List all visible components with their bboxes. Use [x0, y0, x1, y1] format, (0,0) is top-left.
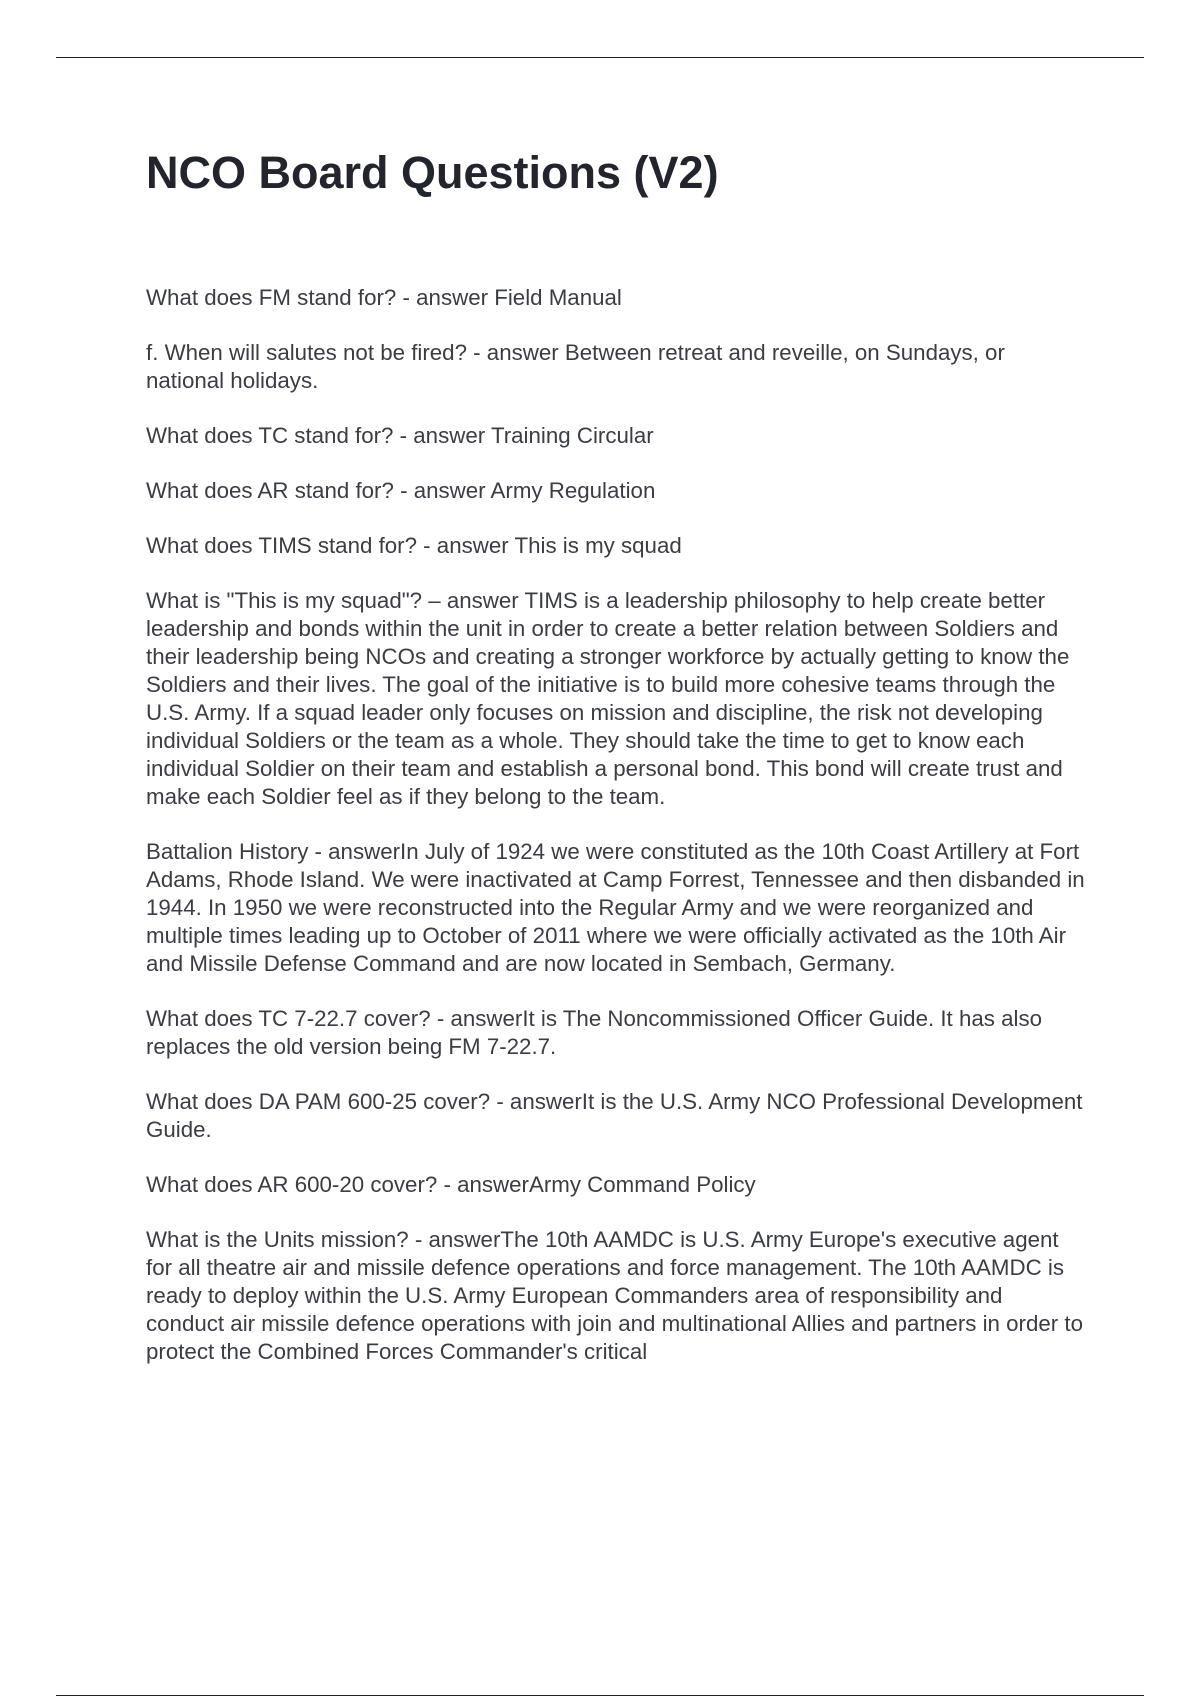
qa-item-ar-600-20: What does AR 600-20 cover? - answerArmy Command Policy — [146, 1172, 756, 1197]
qa-item-tc: What does TC stand for? - answer Training Circular — [146, 423, 654, 448]
qa-item-tc-7-22-7: What does TC 7-22.7 cover? - answerIt is The Noncommissioned Officer Guide. It has also replaces the old version being FM 7-22.7. — [146, 1006, 1042, 1059]
qa-item-tims: What does TIMS stand for? - answer This is my squad — [146, 533, 682, 558]
qa-item-ar: What does AR stand for? - answer Army Regulation — [146, 478, 656, 503]
qa-item-fm: What does FM stand for? - answer Field Manual — [146, 285, 622, 310]
qa-item-salutes: f. When will salutes not be fired? - answer Between retreat and reveille, on Sundays, or national holidays. — [146, 340, 1005, 393]
top-divider — [56, 57, 1144, 58]
bottom-divider — [56, 1695, 1144, 1696]
question-list — [146, 284, 1086, 1393]
qa-item-da-pam-600-25: What does DA PAM 600-25 cover? - answerIt is the U.S. Army NCO Professional Development Guide. — [146, 1089, 1083, 1142]
qa-item-battalion-history: Battalion History - answerIn July of 1924 we were constituted as the 10th Coast Artillery at Fort Adams, Rhode Island. We were inactivated at Camp Forrest, Tennessee and then disbanded in 1944. In 1950 we were reconstructed into the Regular Army and we were reorganized and multiple times leading up to October of 2011 where we were officially activated as the 10th Air and Missile Defense Command and are now located in Sembach, Germany. — [146, 839, 1085, 976]
document-title: NCO Board Questions (V2) — [146, 147, 719, 198]
qa-item-this-is-my-squad: What is "This is my squad"? – answer TIMS is a leadership philosophy to help create better leadership and bonds within the unit in order to create a better relation between Soldiers and their leadership being NCOs and creating a stronger workforce by actually getting to know the Soldiers and their lives. The goal of the initiative is to build more cohesive teams through the U.S. Army. If a squad leader only focuses on mission and discipline, the risk not developing individual Soldiers or the team as a whole. They should take the time to get to know each individual Soldier on their team and establish a personal bond. This bond will create trust and make each Soldier feel as if they belong to the team. — [146, 588, 1070, 809]
qa-item-units-mission: What is the Units mission? - answerThe 10th AAMDC is U.S. Army Europe's executive agent for all theatre air and missile defence operations and force management. The 10th AAMDC is ready to deploy within the U.S. Army European Commanders area of responsibility and conduct air missile defence operations with join and multinational Allies and partners in order to protect the Combined Forces Commander's critical — [146, 1227, 1083, 1364]
